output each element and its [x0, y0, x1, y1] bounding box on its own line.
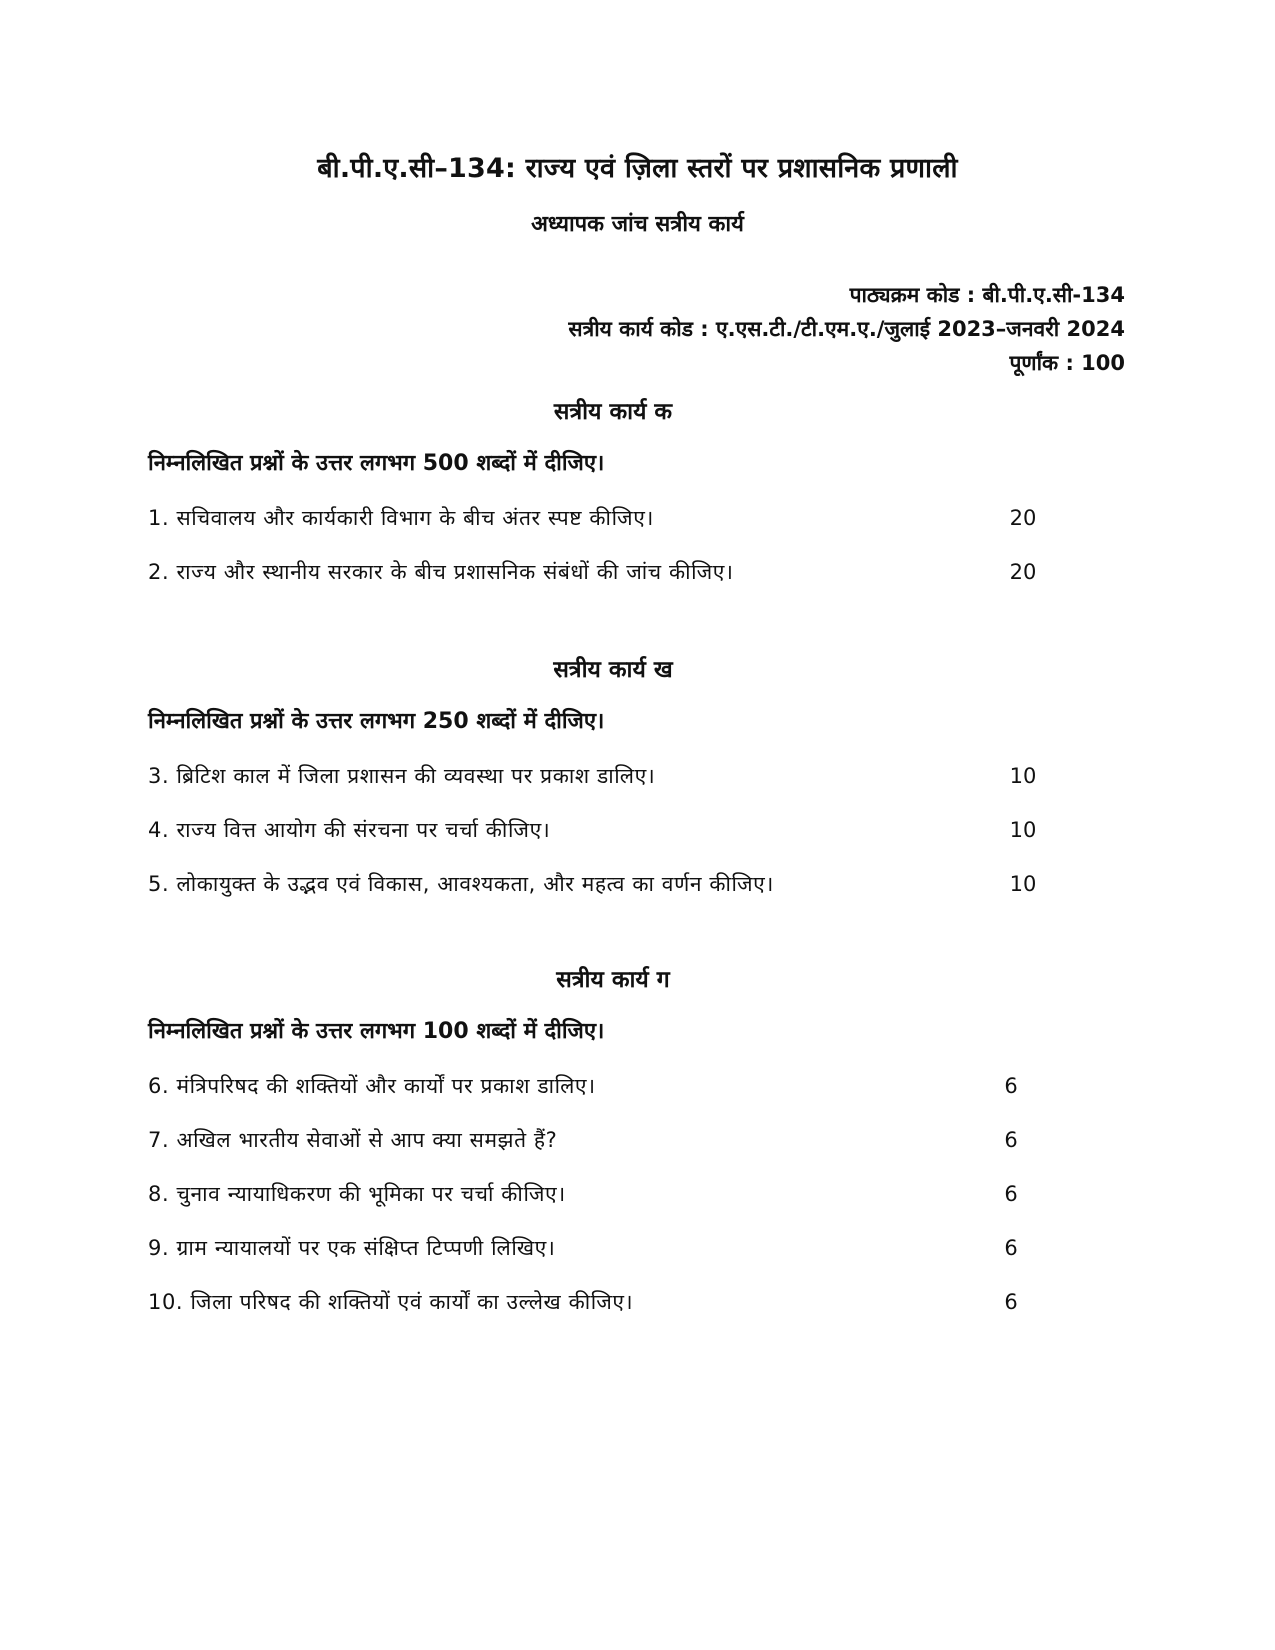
question-text: 3. ब्रिटिश काल में जिला प्रशासन की व्यवस्था पर प्रकाश डालिए।: [148, 764, 656, 788]
section-a: [148, 392, 1078, 606]
section-instruction: निम्नलिखित प्रश्नों के उत्तर लगभग 500 शब्दों में दीजिए।: [148, 451, 605, 476]
question-text: 5. लोकायुक्त के उद्भव एवं विकास, आवश्यकता, और महत्व का वर्णन कीजिए।: [148, 872, 774, 896]
question-marks: 20: [1009, 506, 1037, 530]
section-instruction: निम्नलिखित प्रश्नों के उत्तर लगभग 250 शब्दों में दीजिए।: [148, 709, 605, 734]
question-item: [148, 864, 1078, 918]
question-item: [148, 552, 1078, 606]
question-marks: 6: [1004, 1074, 1018, 1098]
question-marks: 6: [1004, 1182, 1018, 1206]
question-item: [148, 1228, 1078, 1282]
question-item: [148, 756, 1078, 810]
page-title: बी.पी.ए.सी–134: राज्य एवं ज़िला स्तरों पर प्रशासनिक प्रणाली: [317, 153, 958, 184]
assignment-code: सत्रीय कार्य कोड : ए.एस.टी./टी.एम.ए./जुलाई 2023–जनवरी 2024: [568, 317, 1125, 341]
section-heading: सत्रीय कार्य ख: [553, 657, 673, 683]
question-text: 8. चुनाव न्यायाधिकरण की भूमिका पर चर्चा कीजिए।: [148, 1182, 566, 1206]
section-b: [148, 650, 1078, 918]
question-text: 1. सचिवालय और कार्यकारी विभाग के बीच अंतर स्पष्ट कीजिए।: [148, 506, 654, 530]
question-list: [148, 1066, 1078, 1336]
section-heading: सत्रीय कार्य ग: [556, 967, 670, 993]
question-item: [148, 1066, 1078, 1120]
page-subtitle: अध्यापक जांच सत्रीय कार्य: [531, 212, 744, 237]
question-marks: 10: [1009, 872, 1037, 896]
question-item: [148, 498, 1078, 552]
question-marks: 10: [1009, 764, 1037, 788]
question-text: 2. राज्य और स्थानीय सरकार के बीच प्रशासनिक संबंधों की जांच कीजिए।: [148, 560, 734, 584]
question-marks: 6: [1004, 1128, 1018, 1152]
assignment-meta: [568, 278, 1125, 380]
question-marks: 10: [1009, 818, 1037, 842]
question-text: 6. मंत्रिपरिषद की शक्तियों और कार्यों पर प्रकाश डालिए।: [148, 1074, 596, 1098]
question-marks: 6: [1004, 1236, 1018, 1260]
question-list: [148, 756, 1078, 918]
question-item: [148, 810, 1078, 864]
section-instruction: निम्नलिखित प्रश्नों के उत्तर लगभग 100 शब्दों में दीजिए।: [148, 1019, 605, 1044]
question-marks: 6: [1004, 1290, 1018, 1314]
question-marks: 20: [1009, 560, 1037, 584]
question-text: 4. राज्य वित्त आयोग की संरचना पर चर्चा कीजिए।: [148, 818, 551, 842]
question-text: 10. जिला परिषद की शक्तियों एवं कार्यों का उल्लेख कीजिए।: [148, 1290, 634, 1314]
question-item: [148, 1174, 1078, 1228]
question-item: [148, 1120, 1078, 1174]
section-heading: सत्रीय कार्य क: [553, 399, 673, 425]
course-code: पाठ्यक्रम कोड : बी.पी.ए.सी-134: [849, 283, 1125, 307]
question-text: 7. अखिल भारतीय सेवाओं से आप क्या समझते हैं?: [148, 1128, 558, 1152]
question-text: 9. ग्राम न्यायालयों पर एक संक्षिप्त टिप्पणी लिखिए।: [148, 1236, 556, 1260]
question-item: [148, 1282, 1078, 1336]
max-marks: पूर्णांक : 100: [1009, 351, 1125, 375]
question-list: [148, 498, 1078, 606]
section-c: [148, 960, 1078, 1336]
